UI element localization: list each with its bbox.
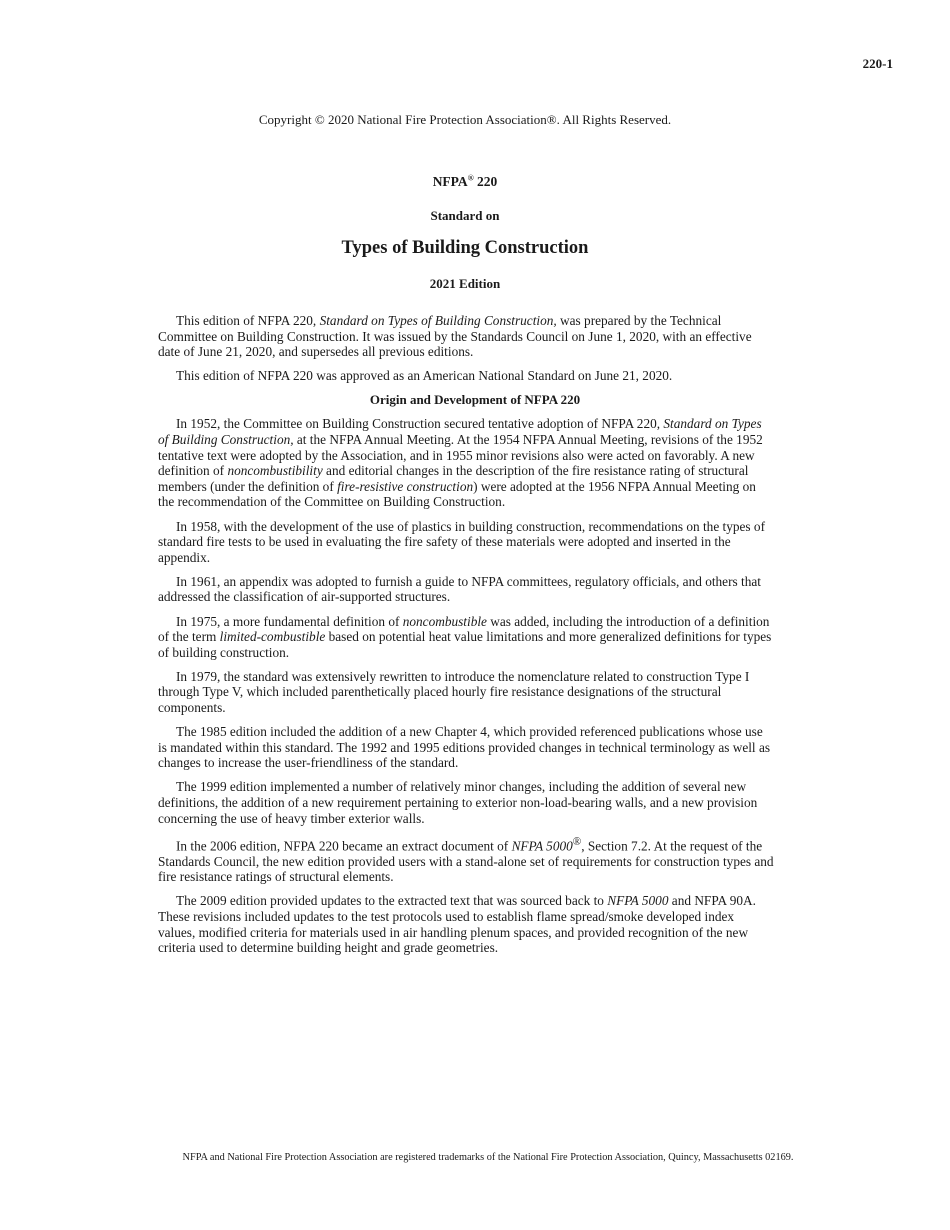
paragraph-1975 — [158, 614, 774, 661]
title-block — [0, 174, 930, 292]
document-code — [0, 174, 930, 194]
paragraph-1985: The 1985 edition included the addition of a new Chapter 4, which provided referenced publications whose use is mandated within this standard. The 1992 and 1995 editions provided changes in technical terminology as well as changes to increase the user-friendliness of the standard. — [158, 724, 771, 771]
paragraph-2006 — [158, 835, 774, 885]
registered-mark: ® — [572, 835, 582, 848]
text-run: and NFPA 90A. These revisions included updates to the test protocols used to establish flame spread/smoke developed index values, modified criteria for materials used in air handling plenum spaces, and provided recognition of the new criteria used to determine building height and grade geometries. — [158, 893, 756, 956]
paragraph-1999: The 1999 edition implemented a number of relatively minor changes, including the addition of several new definitions, the addition of a new requirement pertaining to exterior non-load-bearing walls, and a new provision concerning the use of heavy timber exterior walls. — [158, 779, 758, 826]
document-code-prefix: NFPA — [432, 174, 468, 189]
text-run: was prepared by the Technical Committee on Building Construction. It was issued by the Standards Council on June 1, 2020, with an effective date of June 21, 2020, and supersedes all previous editions. — [158, 313, 752, 360]
italic-text: Standard on Types of Building Construction, — [158, 416, 762, 448]
text-run: In the 2006 edition, NFPA 220 became an extract document of — [176, 838, 512, 854]
text-run: , Section 7.2. At the request of the Standards Council, the new edition provided users with a stand-alone set of requirements for construction types and fire resistance ratings of structural elements. — [158, 838, 774, 885]
text-run: In 1952, the Committee on Building Construction secured tentative adoption of NFPA 220, — [176, 416, 664, 432]
text-run: was added, including the introduction of a definition of the term — [158, 613, 770, 645]
paragraph-1958: In 1958, with the development of the use of plastics in building construction, recommendations on the types of standard fire tests to be used in evaluating the fire safety of these materials were adopted and inserted in the appendix. — [158, 518, 766, 565]
page-number: 220-1 — [862, 56, 893, 71]
edition-label: 2021 Edition — [429, 276, 501, 291]
italic-text: Standard on Types of Building Construction, — [319, 313, 557, 328]
text-run: This edition of NFPA 220, — [176, 313, 320, 328]
intro-paragraph-1 — [158, 313, 774, 360]
italic-text: noncombustible — [402, 613, 487, 629]
italic-text: fire-resistive construction — [337, 478, 474, 494]
body-text — [158, 313, 774, 964]
text-run: The 2009 edition provided updates to the extracted text that was sourced back to — [176, 893, 608, 909]
standard-on-label: Standard on — [430, 208, 500, 223]
copyright-notice: Copyright © 2020 National Fire Protection Association®. All Rights Reserved. — [258, 112, 672, 127]
paragraph-1979: In 1979, the standard was extensively rewritten to introduce the nomenclature related to construction Type I through Type V, which included parenthetically placed hourly fire resistance designations of the structural components. — [158, 668, 750, 715]
text-run: and editorial changes in the description of the fire resistance rating of structural members (under the definition of — [158, 463, 749, 494]
document-title: Types of Building Construction — [341, 238, 589, 258]
registered-mark: ® — [467, 173, 474, 183]
paragraph-2009 — [158, 893, 774, 955]
text-run: ) were adopted at the 1956 NFPA Annual Meeting on the recommendation of the Committee on Building Construction. — [158, 478, 756, 510]
text-run: In 1975, a more fundamental definition of — [176, 613, 403, 629]
italic-text: NFPA 5000 — [607, 893, 669, 909]
text-run: at the NFPA Annual Meeting. At the 1954 NFPA Annual Meeting, revisions of the 1952 tentative text were adopted by the Association, and in 1955 minor revisions also were acted on favorably. A new definition of — [158, 432, 763, 479]
intro-paragraph-2: This edition of NFPA 220 was approved as an American National Standard on June 21, 2020. — [176, 368, 673, 384]
origin-heading: Origin and Development of NFPA 220 — [369, 392, 581, 408]
document-code-number: 220 — [473, 174, 498, 189]
paragraph-1961: In 1961, an appendix was adopted to furnish a guide to NFPA committees, regulatory officials, and others that addressed the classification of air-supported structures. — [158, 573, 761, 605]
paragraph-1952 — [158, 416, 774, 510]
italic-text: noncombustibility — [227, 463, 323, 479]
text-run: based on potential heat value limitations and more generalized definitions for types of building construction. — [158, 629, 772, 660]
italic-text: limited-combustible — [219, 629, 326, 645]
italic-text: NFPA 5000 — [511, 838, 573, 854]
trademark-footer: NFPA and National Fire Protection Association are registered trademarks of the National Fire Protection Association, Quincy, Massachusetts 02169. — [182, 1152, 794, 1163]
